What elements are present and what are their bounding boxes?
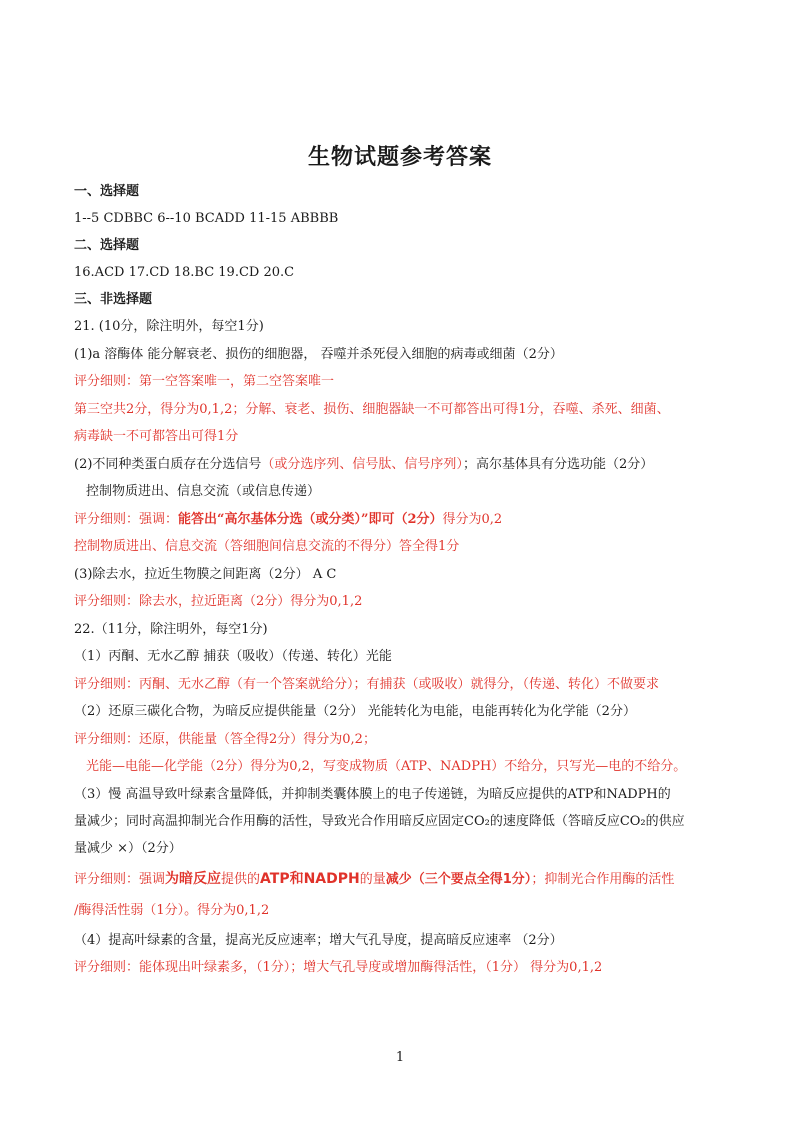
- q21-heading: 21. (10分，除注明外，每空1分): [74, 319, 264, 334]
- q21-part2-d: 控制物质进出、信息交流（或信息传递）: [86, 484, 321, 499]
- page-title: 生物试题参考答案: [307, 145, 492, 170]
- q22-rubric-4: [74, 870, 734, 889]
- q21-rubric-4: [74, 511, 734, 529]
- q21-part1: (1)a 溶酶体 能分解衰老、损伤的细胞器， 吞噬并杀死侵入细胞的病毒或细菌（2分）: [74, 347, 563, 362]
- q22-part4: （4）提高叶绿素的含量，提高光反应速率；增大气孔导度，提高暗反应速率 （2分）: [74, 933, 563, 948]
- q21-part2-b: （或分选序列、信号肽、信号序列）: [261, 457, 463, 472]
- q22-heading: 22.（11分，除注明外，每空1分): [74, 622, 268, 637]
- q21-part2-c: ；高尔基体具有分选功能（2分）: [462, 457, 654, 472]
- q22-rubric-4-g: ；抑制光合作用酶的活性: [531, 872, 675, 887]
- section-2-heading: 二、选择题: [74, 238, 140, 253]
- q21-part2: [74, 456, 734, 474]
- q22-rubric-2: 评分细则：还原，供能量（答全得2分）得分为0,2；: [74, 732, 376, 747]
- q22-rubric-4-a: 评分细则：强调: [74, 872, 166, 887]
- q21-rubric-3: 病毒缺一不可都答出可得1分: [74, 429, 239, 444]
- q22-rubric-6: 评分细则：能体现出叶绿素多，（1分）；增大气孔导度或增加酶得活性，（1分） 得分为0,1,2: [74, 960, 603, 975]
- q21-rubric-4-b: 能答出“高尔基体分选（或分类）”即可（2分）: [178, 512, 443, 527]
- page-number: 1: [395, 1050, 405, 1065]
- q22-rubric-3: 光能—电能—化学能（2分）得分为0,2，写变成物质（ATP、NADPH）不给分，只写光—电的不给分。: [86, 759, 687, 774]
- section-1-heading: 一、选择题: [74, 184, 140, 199]
- q22-rubric-4-d: ATP和NADPH: [260, 871, 360, 887]
- q21-rubric-1: 评分细则：第一空答案唯一，第二空答案唯一: [74, 374, 335, 389]
- q21-part2-a: (2)不同种类蛋白质存在分选信号: [74, 457, 262, 472]
- section-1-answers: 1--5 CDBBC 6--10 BCADD 11-15 ABBBB: [74, 211, 339, 226]
- q22-rubric-4-c: 提供的: [221, 872, 261, 887]
- q22-part2: （2）还原三碳化合物，为暗反应提供能量（2分） 光能转化为电能，电能再转化为化学能（2分）: [74, 704, 636, 719]
- q22-rubric-4-f: 减少（三个要点全得1分）: [385, 872, 532, 887]
- q21-rubric-4-c: 得分为0,2: [442, 512, 503, 527]
- section-3-heading: 三、非选择题: [74, 292, 153, 307]
- q21-part3: (3)除去水，拉近生物膜之间距离（2分） A C: [74, 567, 337, 582]
- q22-part3-c: 量减少 ×）（2分）: [74, 841, 182, 856]
- section-2-answers: 16.ACD 17.CD 18.BC 19.CD 20.C: [74, 265, 295, 280]
- q22-part1: （1）丙酮、无水乙醇 捕获（吸收）（传递、转化）光能: [74, 649, 392, 664]
- q22-rubric-5: /酶得活性弱（1分）。得分为0,1,2: [74, 903, 270, 918]
- q22-rubric-1: 评分细则：丙酮、无水乙醇（有一个答案就给分）；有捕获（或吸收）就得分，（传递、转化）不做要求: [74, 677, 660, 692]
- q22-rubric-4-b: 为暗反应: [165, 871, 222, 887]
- q21-rubric-2: 第三空共2分，得分为0,1,2；分解、衰老、损伤、细胞器缺一不可都答出可得1分，吞噬、杀死、细菌、: [74, 402, 670, 417]
- q21-rubric-5: 控制物质进出、信息交流（答细胞间信息交流的不得分）答全得1分: [74, 539, 460, 554]
- q22-part3-a: （3）慢 高温导致叶绿素含量降低，并抑制类囊体膜上的电子传递链，为暗反应提供的ATP和NADPH的: [74, 787, 671, 802]
- q21-rubric-6: 评分细则：除去水，拉近距离（2分）得分为0,1,2: [74, 594, 363, 609]
- q22-part3-b: 量减少；同时高温抑制光合作用酶的活性，导致光合作用暗反应固定CO₂的速度降低（答暗反应CO₂的供应: [74, 814, 685, 829]
- q21-rubric-4-a: 评分细则：强调：: [74, 512, 179, 527]
- q22-rubric-4-e: 的量: [359, 872, 386, 887]
